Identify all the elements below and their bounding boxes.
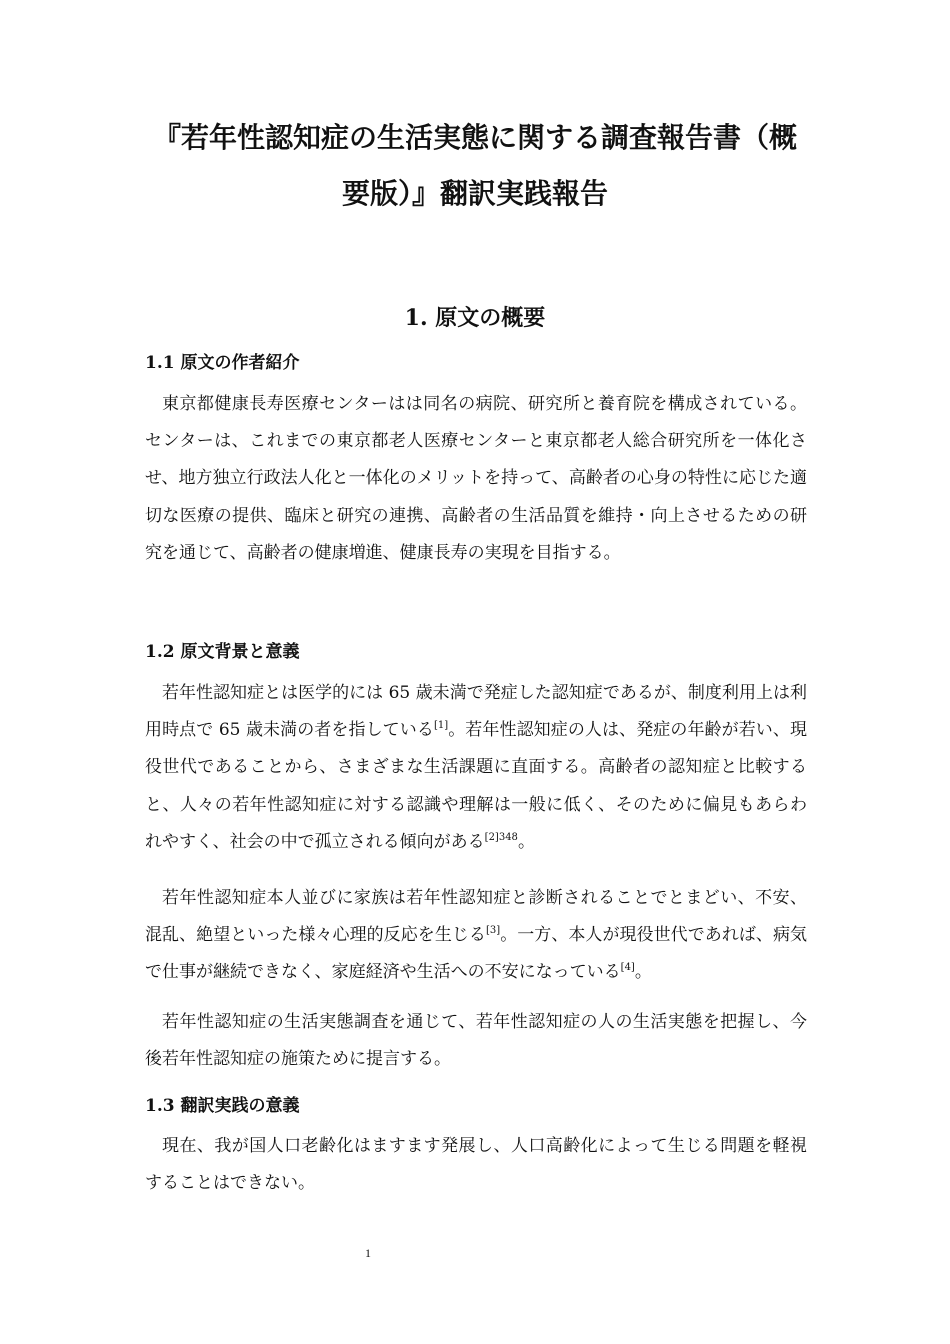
paragraph-text: 。 (634, 962, 652, 983)
subsection-1-1-paragraph: 東京都健康長寿医療センターはは同名の病院、研究所と養育院を構成されている。センターは、これまでの東京都老人医療センターと東京都老人総合研究所を一体化させ、地方独立行政法人化と一体化のメリットを持って、高齢者の心身の特性に応じた適切な医療の提供、臨床と研究の連携、高齢者の生活品質を維持・向上させるための研究を通じて、高齢者の健康増進、健康長寿の実現を目指する。 (145, 394, 807, 563)
paragraph-text: 若年性認知症とは医学的には 65 歳未満で発症した認知症であるが、制度利用上は利用時点で 65 歳未満の者を指している (145, 683, 807, 741)
paragraph-text: 。若年性認知症の人は、発症の年齢が若い、現役世代であることから、さまざまな生活課題に直面する。高齢者の認知症と比較すると、人々の若年性認知症に対する認識や理解は一般に低く、そのために偏見もあらわれやすく、社会の中で孤立される傾向がある (145, 720, 807, 852)
citation-ref-4: [4] (620, 962, 635, 974)
subsection-1-2-heading: 1.2 原文背景と意義 (145, 642, 300, 662)
citation-ref-1: [1] (433, 720, 449, 732)
section-1-heading: 1. 原文の概要 (404, 305, 546, 331)
paragraph-text: 。一方、本人が現役世代であれば、病気で仕事が継続できなく、家庭経済や生活への不安になっている (145, 925, 808, 983)
subsection-1-1-heading: 1.1 原文の作者紹介 (145, 353, 300, 373)
citation-ref-2: [2]348 (484, 831, 518, 843)
subsection-1-3-heading: 1.3 翻訳実践の意義 (145, 1096, 300, 1116)
document-title: 『若年性認知症の生活実態に関する調査報告書（概要版）』翻訳実践報告 (152, 121, 797, 210)
subsection-1-3-paragraph: 現在、我が国人口老齢化はますます発展し、人口高齢化によって生じる問題を軽視することはできない。 (145, 1136, 807, 1194)
paragraph-text: 若年性認知症本人並びに家族は若年性認知症と診断されることでとまどい、不安、混乱、絶望といった様々心理的反応を生じる (145, 888, 807, 946)
citation-ref-3: [3] (485, 925, 501, 937)
subsection-1-2-paragraph-3: 若年性認知症の生活実態調査を通じて、若年性認知症の人の生活実態を把握し、今後若年性認知症の施策ために提言する。 (145, 1012, 807, 1070)
paragraph-text: 。 (517, 831, 535, 852)
subsection-1-2-paragraph-1 (145, 675, 807, 861)
page-number: 1 (365, 1246, 371, 1260)
subsection-1-2-paragraph-2 (145, 880, 807, 992)
